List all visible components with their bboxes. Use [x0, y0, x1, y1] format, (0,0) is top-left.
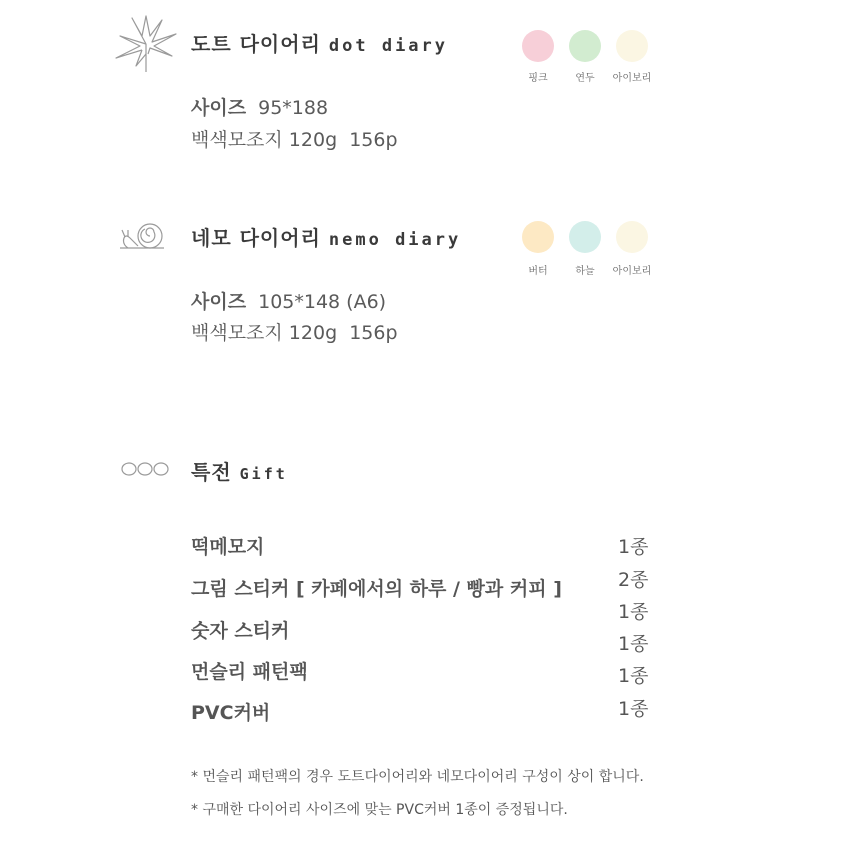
size-value: 95*188 — [258, 97, 329, 119]
gift-item-picture-sticker: 그림 스티커 [ 카페에서의 하루 / 빵과 커피 ] — [191, 578, 562, 600]
swatch-sky[interactable] — [569, 221, 601, 253]
note-monthly-pattern: * 먼슬리 패턴팩의 경우 도트다이어리와 네모다이어리 구성이 상이 합니다. — [191, 769, 644, 785]
swatch-label-yeondu: 연두 — [575, 73, 595, 84]
gift-qty-pvc-cover: 1종 — [618, 698, 649, 720]
snail-icon — [116, 216, 172, 256]
gift-item-pvc-cover: PVC커버 — [191, 702, 271, 724]
dot-diary-paper: 백색모조지 120g 156p — [191, 129, 398, 151]
gift-qty-picture-sticker: 2종 — [618, 569, 649, 591]
nemo-diary-title-ko: 네모 다이어리 — [191, 226, 321, 250]
swatch-label-ivory-2: 아이보리 — [612, 266, 652, 277]
gift-qty-monthly-pattern: 1종 — [618, 665, 649, 687]
gift-item-monthly-pattern: 먼슬리 패턴팩 — [191, 661, 308, 683]
size-label: 사이즈 — [191, 291, 247, 313]
gift-qty-extra: 1종 — [618, 601, 649, 623]
dot-diary-title — [191, 28, 448, 57]
beads-icon — [120, 460, 172, 478]
gift-item-memo: 떡메모지 — [191, 536, 265, 558]
swatch-butter[interactable] — [522, 221, 554, 253]
dot-diary-title-ko: 도트 다이어리 — [191, 32, 321, 56]
swatch-ivory-2[interactable] — [616, 221, 648, 253]
nemo-diary-title — [191, 222, 461, 251]
swatch-pink[interactable] — [522, 30, 554, 62]
swatch-label-pink: 핑크 — [528, 73, 548, 84]
gift-title — [191, 456, 288, 485]
gift-qty-memo: 1종 — [618, 536, 649, 558]
size-value: 105*148 (A6) — [258, 291, 387, 313]
nemo-diary-title-en: nemo diary — [328, 230, 462, 250]
swatch-label-butter: 버터 — [528, 266, 548, 277]
palm-leaf-icon — [112, 14, 182, 74]
nemo-diary-size — [191, 287, 386, 314]
dot-diary-size — [191, 93, 328, 120]
gift-title-en: Gift — [239, 465, 288, 483]
gift-title-ko: 특전 — [191, 460, 232, 484]
gift-item-number-sticker: 숫자 스티커 — [191, 620, 290, 642]
size-label: 사이즈 — [191, 97, 247, 119]
swatch-ivory[interactable] — [616, 30, 648, 62]
nemo-diary-paper: 백색모조지 120g 156p — [191, 322, 398, 344]
dot-diary-title-en: dot diary — [328, 36, 449, 56]
note-pvc-cover: * 구매한 다이어리 사이즈에 맞는 PVC커버 1종이 증정됩니다. — [191, 802, 568, 818]
swatch-label-ivory: 아이보리 — [612, 73, 652, 84]
gift-qty-number-sticker: 1종 — [618, 633, 649, 655]
swatch-yeondu[interactable] — [569, 30, 601, 62]
swatch-label-sky: 하늘 — [575, 266, 595, 277]
